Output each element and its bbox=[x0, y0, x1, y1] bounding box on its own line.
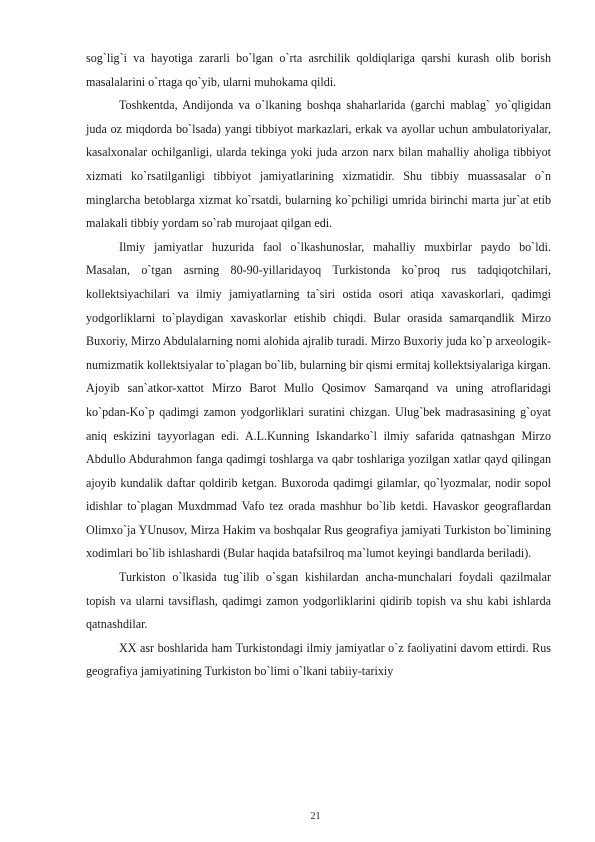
paragraph-20th-century: XX asr boshlarida ham Turkistondagi ilmiy jamiyatlar o`z faoliyatini davom ettirdi. Rus geografiya jamiyatining Turkiston bo`limi o`lkani tabiiy-tarixiy bbox=[86, 640, 551, 679]
page-number: 21 bbox=[310, 811, 321, 822]
paragraph-turkestan-natives: Turkiston o`lkasida tug`ilib o`sgan kishilardan ancha-munchalari foydali qazilmalar topish va ularni tavsiflash, qadimgi zamon yodgorliklarini qidirib topish va shu kabi ishlarda qatnashdilar. bbox=[86, 570, 551, 632]
paragraph-local-historians: Ilmiy jamiyatlar huzurida faol o`lkashunoslar, mahalliy muxbirlar paydo bo`ldi. Masalan, o`tgan asrning 80-90-yillaridayoq Turkistonda ko`proq rus tadqiqotchilari, kollektsiyachilari va ilmiy jamiyatlarning ta`siri ostida osori atiqa xavaskorlari, qadimgi yodgorliklarni to`playdigan xavaskorlar etishib chiqdi. Bular orasida samarqandlik Mirzo Buxoriy, Mirzo Abdulalarning nomi alohida ajralib turadi. Mirzo Buxoriy juda ko`p arxeologik-numizmatik kollektsiyalar to`plagan bo`lib, bularning bir qismi ermitaj kollektsiyalariga kirgan. Ajoyib san`atkor-xattot Mirzo Barot Mullo Qosimov Samarqand va uning atroflaridagi ko`pdan-Ko`p qadimgi zamon yodgorliklari suratini chizgan. Ulug`bek madrasasining g`oyat aniq eskizini tayyorlagan edi. A.L.Kunning Iskandarko`l ilmiy safarida qatnashgan Mirzo Abdullo Abdurahmon fanga qadimgi toshlarga va qabr toshlariga yozilgan xatlar qayd qilingan ajoyib kundalik daftar qoldirib ketgan. Buxoroda qadimgi gilamlar, qo`lyozmalar, nodir sopol idishlar to`plagan Muxdmmad Vafo tez orada mashhur bo`lib ketdi. Havaskor geograflardan Olimxo`ja YUnusov, Mirza Hakim va boshqalar Rus geografiya jamiyati Turkiston bo`limining xodimlari bo`lib ishlashardi (Bular haqida batafsilroq ma`lumot keyingi bandlarda beriladi). bbox=[86, 239, 551, 561]
paragraph-medical-institutions: Toshkentda, Andijonda va o`lkaning boshqa shaharlarida (garchi mablag` yo`qligidan juda oz miqdorda bo`lsada) yangi tibbiyot markazlari, erkak va ayollar uchun ambulatoriyalar, kasalxonalar ochilganligi, ularda tekinga yoki juda arzon narx bilan mahalliy aholiga tibbiyot xizmati ko`rsatilganligi tibbiyot jamiyatlarining xizmatidir. Shu tibbiy muassasalar o`n minglarcha betoblarga xizmat ko`rsatdi, bularning ko`pchiligi umrida birinchi marta jur`at etib malakali tibbiy yordam so`rab murojaat qilgan edi. bbox=[86, 98, 551, 231]
document-page bbox=[86, 47, 551, 684]
paragraph-continuation: sog`lig`i va hayotiga zararli bo`lgan o`rta asrchilik qoldiqlariga qarshi kurash olib borish masalalarini o`rtaga qo`yib, ularni muhokama qildi. bbox=[86, 51, 551, 89]
